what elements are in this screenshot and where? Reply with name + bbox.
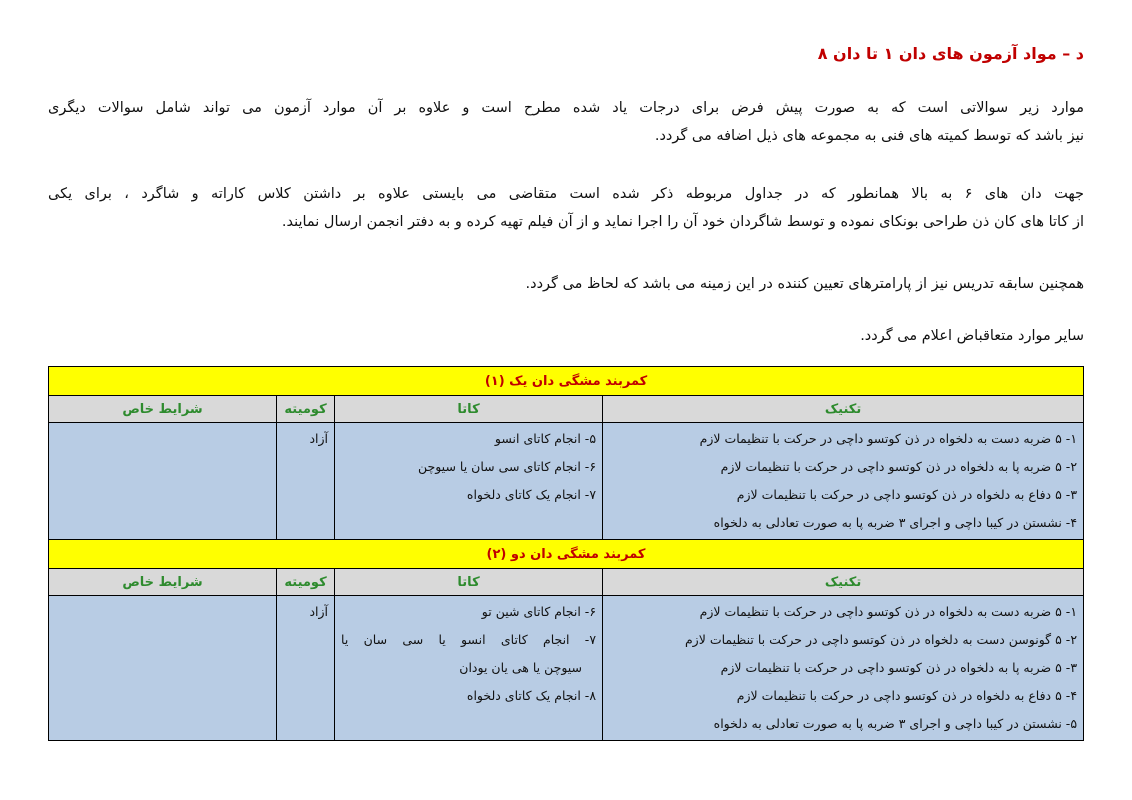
- committee-cell: [277, 423, 335, 540]
- paragraph-line: نیز باشد که توسط کمیته های فنی به مجموعه های ذیل اضافه می گردد.: [654, 128, 1084, 144]
- list-item: ۲- ۵ گونوسن دست به دلخواه در ذن کوتسو داچی در حرکت با تنظیمات لازم: [684, 632, 1078, 647]
- header-kata: کاتا: [335, 396, 603, 423]
- header-special-conditions: شرایط خاص: [49, 396, 277, 423]
- table-title-row: [49, 367, 1084, 396]
- header-special-conditions: شرایط خاص: [49, 569, 277, 596]
- list-item: ۱- ۵ ضربه دست به دلخواه در ذن کوتسو داچی در حرکت با تنظیمات لازم: [699, 431, 1078, 446]
- list-item: ۴- ۵ دفاع به دلخواه در ذن کوتسو داچی در حرکت با تنظیمات لازم: [736, 688, 1078, 703]
- table-header-row: [49, 396, 1084, 423]
- list-item: ۵- نشستن در کیبا داچی و اجرای ۳ ضربه پا به صورت تعادلی به دلخواه: [713, 716, 1078, 731]
- list-item: ۶- انجام کاتای شین تو: [481, 604, 597, 619]
- technique-cell: [603, 423, 1084, 540]
- list-item: ۴- نشستن در کیبا داچی و اجرای ۳ ضربه پا به صورت تعادلی به دلخواه: [713, 515, 1078, 530]
- paragraph-teaching-history: همچنین سابقه تدریس نیز از پارامترهای تعیین کننده در این زمینه می باشد که لحاظ می گردد.: [525, 276, 1084, 292]
- paragraph-line: موارد زیر سوالاتی است که به صورت پیش فرض برای درجات یاد شده مطرح است و علاوه بر آن موارد آزمون می تواند شامل سوالات دیگری: [48, 100, 1084, 116]
- paragraph-line: از کاتا های کان ذن طراحی بونکای نموده و توسط شاگردان خود آن را اجرا نماید و از آن فیلم تهیه کرده و به دفتر انجمن ارسال نمایند.: [281, 214, 1084, 230]
- header-committee: کومیته: [277, 569, 335, 596]
- header-technique: تکنیک: [603, 396, 1084, 423]
- list-item: ۶- انجام کاتای سی سان یا سیوچن: [417, 459, 597, 474]
- list-item: ۳- ۵ دفاع به دلخواه در ذن کوتسو داچی در حرکت با تنظیمات لازم: [736, 487, 1078, 502]
- special-conditions-cell: [49, 596, 277, 741]
- special-conditions-cell: [49, 423, 277, 540]
- table-header-row: [49, 569, 1084, 596]
- paragraph-line: جهت دان های ۶ به بالا همانطور که در جداول مربوطه ذکر شده است متقاضی می بایستی علاوه بر داشتن کلاس کاراته و شاگرد ، برای یکی: [48, 186, 1084, 202]
- paragraph-dan6-requirements: [48, 180, 1084, 236]
- header-kata: کاتا: [335, 569, 603, 596]
- paragraph-default-questions: [48, 94, 1084, 150]
- header-committee: کومیته: [277, 396, 335, 423]
- technique-cell: [603, 596, 1084, 741]
- list-item-continuation: سیوچن یا هی یان یودان: [459, 660, 583, 675]
- list-item: ۳- ۵ ضربه پا به دلخواه در ذن کوتسو داچی در حرکت با تنظیمات لازم: [720, 660, 1078, 675]
- paragraph-other-items: سایر موارد متعاقباض اعلام می گردد.: [860, 328, 1084, 344]
- table-row: [49, 596, 1084, 741]
- table-row: [49, 423, 1084, 540]
- dan-requirements-table: [48, 366, 1084, 741]
- list-item: ۷- انجام یک کاتای دلخواه: [466, 487, 597, 502]
- kata-cell: [335, 423, 603, 540]
- committee-value: آزاد: [309, 604, 329, 619]
- list-item: ۲- ۵ ضربه پا به دلخواه در ذن کوتسو داچی در حرکت با تنظیمات لازم: [720, 459, 1078, 474]
- header-technique: تکنیک: [603, 569, 1084, 596]
- dan2-title: کمربند مشگی دان دو (۲): [49, 540, 1084, 569]
- list-item: ۷- انجام کاتای انسو یا سی سان یا: [341, 632, 597, 647]
- dan1-title: کمربند مشگی دان یک (۱): [49, 367, 1084, 396]
- committee-value: آزاد: [309, 431, 329, 446]
- section-heading: د – مواد آزمون های دان ۱ تا دان ۸: [817, 44, 1084, 63]
- committee-cell: [277, 596, 335, 741]
- list-item: ۱- ۵ ضربه دست به دلخواه در ذن کوتسو داچی در حرکت با تنظیمات لازم: [699, 604, 1078, 619]
- list-item: ۸- انجام یک کاتای دلخواه: [466, 688, 597, 703]
- kata-cell: [335, 596, 603, 741]
- list-item: ۵- انجام کاتای انسو: [494, 431, 597, 446]
- table-title-row: [49, 540, 1084, 569]
